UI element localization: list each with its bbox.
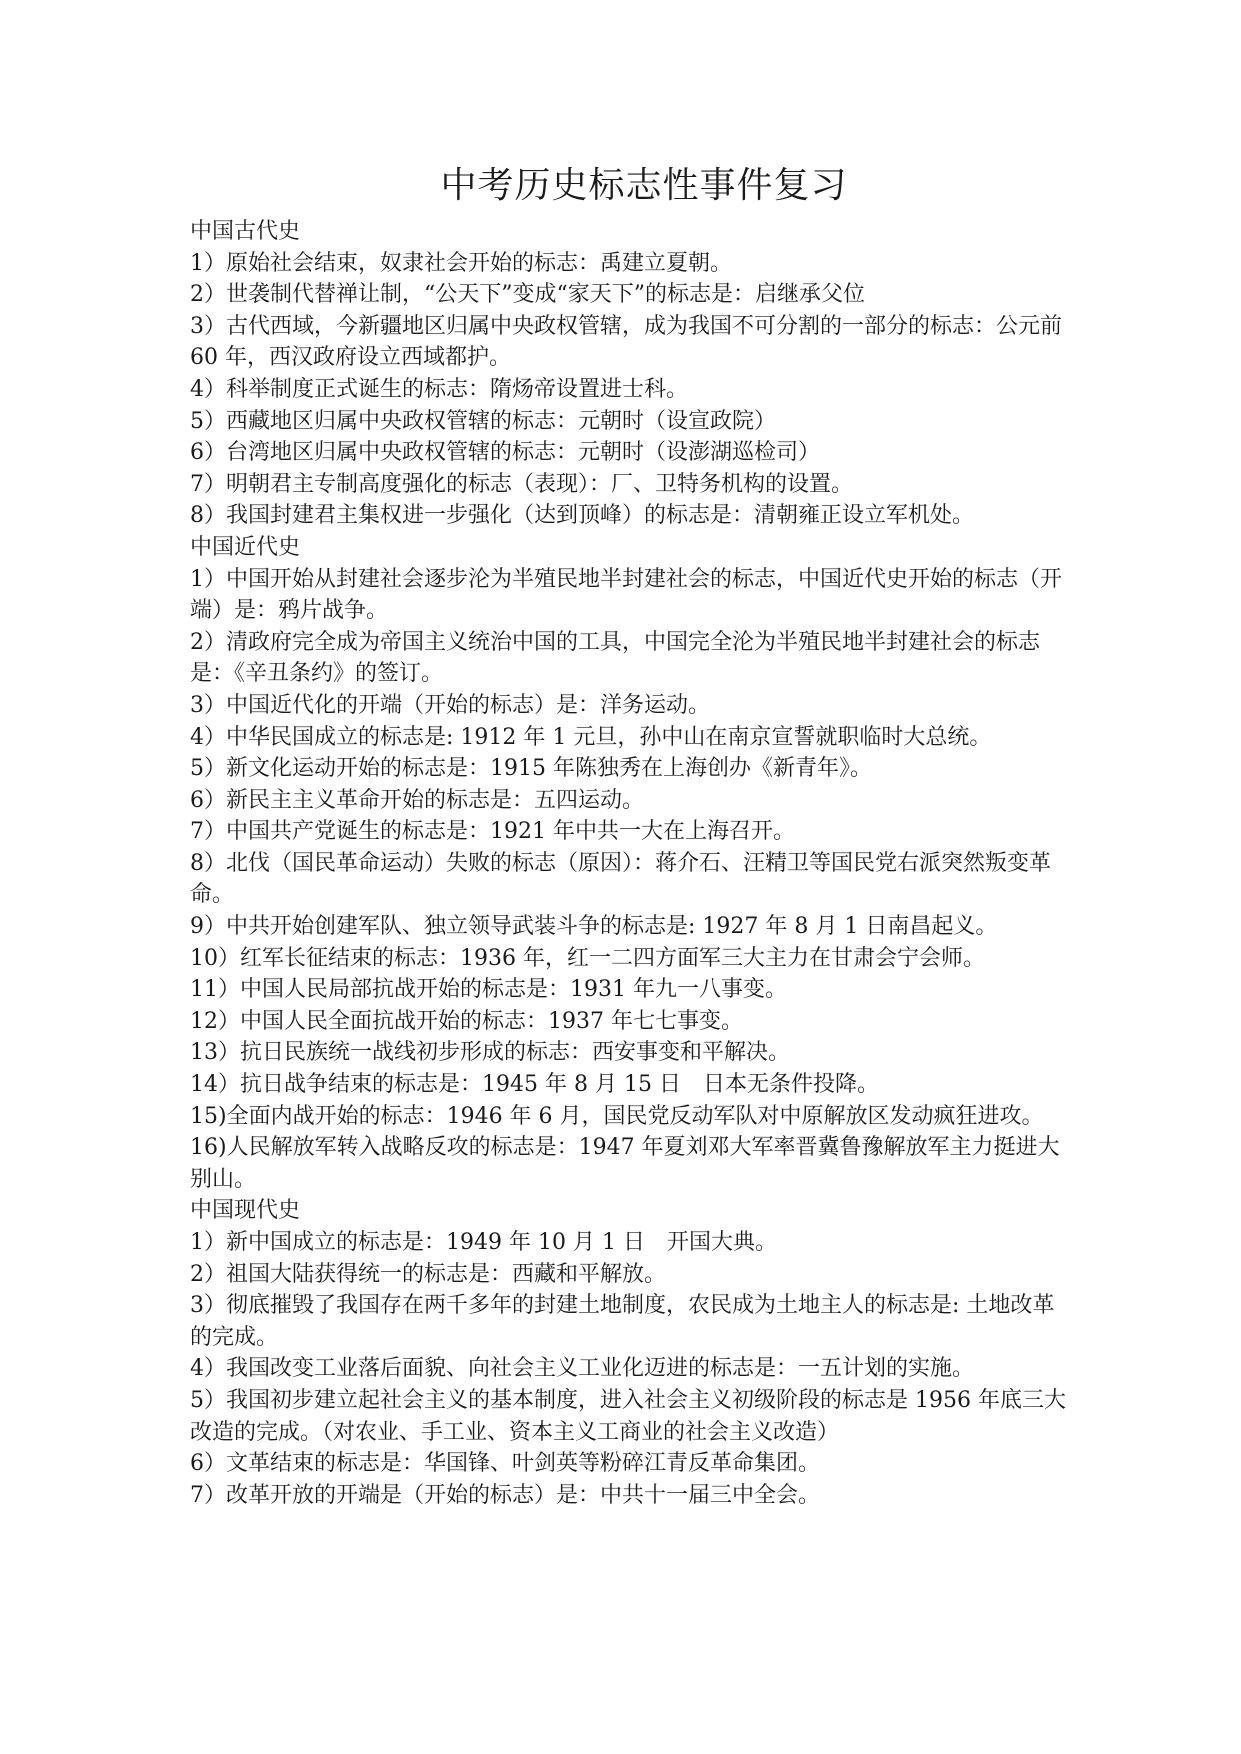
list-item: 3）古代西域，今新疆地区归属中央政权管辖，成为我国不可分割的一部分的标志：公元前 60 年，西汉政府设立西域都护。 [190, 313, 1063, 371]
list-item: 12）中国人民全面抗战开始的标志：1937 年七七事变。 [190, 1008, 743, 1034]
list-item: 7）明朝君主专制高度强化的标志（表现）：厂、卫特务机构的设置。 [190, 471, 853, 497]
list-item: 9）中共开始创建军队、独立领导武装斗争的标志是: 1927 年 8 月 1 日南昌起义。 [190, 914, 998, 940]
list-item: 15)全面内战开始的标志：1946 年 6 月，国民党反动军队对中原解放区发动疯狂进攻。 [190, 1103, 1044, 1129]
page-title: 中考历史标志性事件复习 [440, 165, 848, 206]
list-item: 2）清政府完全成为帝国主义统治中国的工具，中国完全沦为半殖民地半封建社会的标志是：《辛丑条约》的签订。 [190, 629, 1040, 687]
list-item: 2）世袭制代替禅让制，“公天下”变成“家天下”的标志是：启继承父位 [190, 282, 865, 308]
list-item: 3）中国近代化的开端（开始的标志）是：洋务运动。 [190, 692, 710, 718]
list-item: 5）我国初步建立起社会主义的基本制度，进入社会主义初级阶段的标志是 1956 年底三大改造的完成。（对农业、手工业、资本主义工商业的社会主义改造） [190, 1387, 1066, 1445]
section-ancient [190, 216, 1070, 532]
list-item: 4）我国改变工业落后面貌、向社会主义工业化迈进的标志是：一五计划的实施。 [190, 1356, 974, 1382]
list-item: 6）文革结束的标志是：华国锋、叶剑英等粉碎江青反革命集团。 [190, 1451, 820, 1477]
list-item: 8）北伐（国民革命运动）失败的标志（原因）：蒋介石、汪精卫等国民党右派突然叛变革命。 [190, 850, 1052, 908]
list-item: 5）新文化运动开始的标志是：1915 年陈独秀在上海创办《新青年》。 [190, 756, 872, 782]
list-item: 16)人民解放军转入战略反攻的标志是：1947 年夏刘邓大军率晋冀鲁豫解放军主力挺进大别山。 [190, 1135, 1060, 1192]
list-item: 10）红军长征结束的标志：1936 年，红一二四方面军三大主力在甘肃会宁会师。 [190, 945, 985, 971]
section-contemporary [190, 1195, 1070, 1511]
section-modern-early [190, 532, 1070, 1195]
list-item: 7）改革开放的开端是（开始的标志）是：中共十一届三中全会。 [190, 1482, 820, 1508]
list-item: 4）中华民国成立的标志是: 1912 年 1 元旦，孙中山在南京宣誓就职临时大总统。 [190, 724, 992, 750]
list-item: 11）中国人民局部抗战开始的标志是：1931 年九一八事变。 [190, 977, 787, 1003]
section-heading: 中国近代史 [190, 534, 301, 560]
list-item: 5）西藏地区归属中央政权管辖的标志：元朝时（设宣政院） [190, 408, 776, 434]
list-item: 6）台湾地区归属中央政权管辖的标志：元朝时（设澎湖巡检司） [190, 440, 820, 466]
list-item: 4）科举制度正式诞生的标志：隋炀帝设置进士科。 [190, 376, 688, 402]
list-item: 13）抗日民族统一战线初步形成的标志：西安事变和平解决。 [190, 1040, 790, 1066]
list-item: 8）我国封建君主集权进一步强化（达到顶峰）的标志是：清朝雍正设立军机处。 [190, 503, 974, 529]
list-item: 2）祖国大陆获得统一的标志是：西藏和平解放。 [190, 1261, 666, 1287]
list-item: 1）中国开始从封建社会逐步沦为半殖民地半封建社会的标志，中国近代史开始的标志（开端）是：鸦片战争。 [190, 566, 1063, 624]
list-item: 1）新中国成立的标志是：1949 年 10 月 1 日 开国大典。 [190, 1230, 777, 1255]
document-page [190, 160, 1070, 1511]
section-heading: 中国古代史 [190, 219, 301, 244]
list-item: 6）新民主主义革命开始的标志是：五四运动。 [190, 787, 644, 813]
list-item: 14）抗日战争结束的标志是：1945 年 8 月 15 日 日本无条件投降。 [190, 1072, 879, 1098]
list-item: 3）彻底摧毁了我国存在两千多年的封建土地制度，农民成为土地主人的标志是: 土地改革的完成。 [190, 1293, 1055, 1350]
list-item: 1）原始社会结束，奴隶社会开始的标志：禹建立夏朝。 [190, 250, 732, 276]
list-item: 7）中国共产党诞生的标志是：1921 年中共一大在上海召开。 [190, 819, 795, 845]
section-heading: 中国现代史 [190, 1198, 301, 1224]
